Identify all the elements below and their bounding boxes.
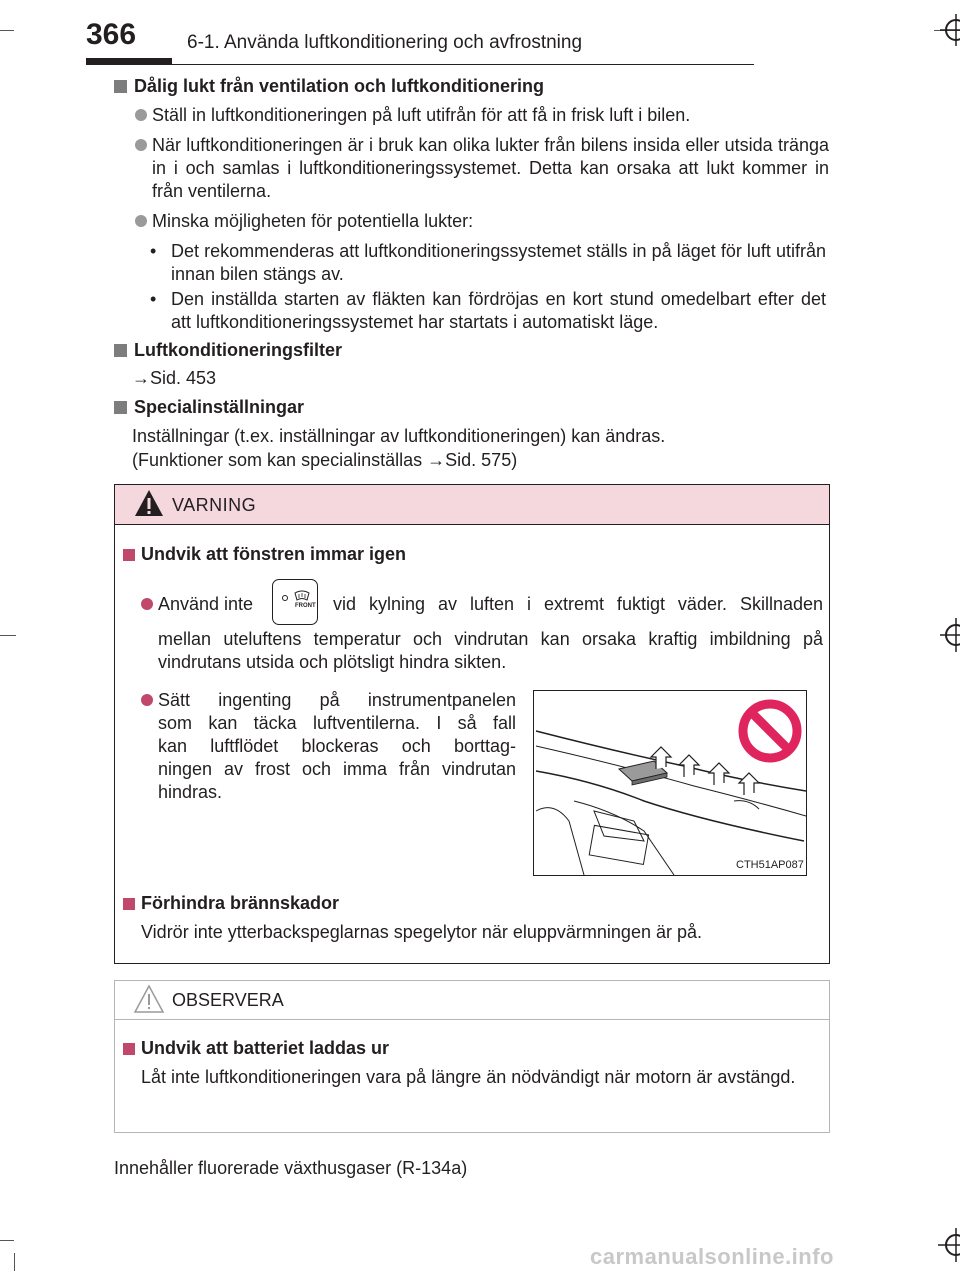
square-bullet-icon [123, 898, 135, 910]
list-item: När luftkonditioneringen är i bruk kan olika lukter från bilens insida eller utsida tränga in i och samlas i luftkonditioneringssystemet. Detta kan orsaka att lukt kommer in från ventilerna. [135, 134, 829, 204]
registration-mark-icon [940, 618, 960, 652]
caution-triangle-icon [133, 984, 165, 1014]
battery-heading: Undvik att batteriet laddas ur [123, 1038, 389, 1059]
prohibited-icon [738, 699, 802, 763]
round-bullet-icon [135, 109, 147, 121]
square-bullet-icon [123, 549, 135, 561]
crop-mark [0, 635, 16, 636]
crop-mark [14, 1253, 15, 1271]
square-bullet-icon [114, 401, 127, 414]
round-bullet-icon [135, 215, 147, 227]
list-item: • Den inställda starten av fläkten kan fördröjas en kort stund omedelbart efter det att luftkonditioneringssystemet har startats i automatiskt läge. [150, 289, 826, 332]
fog-heading: Undvik att fönstren immar igen [123, 544, 406, 565]
round-bullet-icon [135, 139, 147, 151]
page-number: 366 [86, 18, 137, 51]
filter-reference[interactable]: →Sid. 453 [132, 368, 217, 388]
crop-mark [0, 1240, 14, 1241]
arrow-right-icon: → [427, 450, 446, 470]
arrow-right-icon: → [132, 368, 150, 388]
vent-warning-text: Sätt ingenting på instrumentpanelen som kan täcka luftventilerna. I så fall kan luftflödet blockeras och borttag- ningen av frost och imma från vindrutan hindras. [158, 690, 516, 802]
crop-mark [0, 30, 14, 31]
registration-mark-icon [940, 14, 960, 46]
front-defroster-button[interactable] [272, 579, 318, 625]
round-bullet-icon [141, 694, 153, 706]
reference-link[interactable]: →Sid. 575) [427, 450, 518, 470]
illustration-code: CTH51AP087 [736, 859, 804, 871]
square-bullet-icon [114, 80, 127, 93]
list-item: • Det rekommenderas att luftkonditioneringssystemet ställs in på läget för luft utifrån innan bilen stängs av. [150, 241, 826, 284]
warning-triangle-icon [133, 488, 165, 518]
watermark: carmanualsonline.info [590, 1244, 834, 1269]
notice-title: OBSERVERA [172, 990, 284, 1010]
special-text-2: (Funktioner som kan specialinställas →Sid. 575) [132, 450, 518, 470]
section-title: 6-1. Använda luftkonditionering och avfrostning [187, 32, 583, 53]
battery-text: Låt inte luftkonditioneringen vara på längre än nödvändigt när motorn är avstängd. [141, 1067, 796, 1087]
dashboard-illustration [533, 690, 807, 876]
special-heading: Specialinställningar [114, 397, 304, 418]
defroster-icon [273, 580, 317, 624]
registration-mark-icon [938, 1228, 960, 1262]
odor-heading: Dålig lukt från ventilation och luftkonditionering [114, 76, 544, 97]
round-bullet-icon [141, 598, 153, 610]
warning-title: VARNING [172, 495, 257, 515]
header-rule [86, 64, 754, 65]
filter-heading: Luftkonditioneringsfilter [114, 340, 342, 361]
front-label: FRONT [295, 603, 316, 609]
square-bullet-icon [123, 1043, 135, 1055]
notice-rule [115, 1019, 829, 1020]
burn-heading: Förhindra brännskador [123, 893, 339, 914]
refrigerant-note: Innehåller fluorerade växthusgaser (R-134a) [114, 1158, 468, 1178]
special-text: Inställningar (t.ex. inställningar av luftkonditioneringen) kan ändras. [132, 426, 666, 446]
burn-text: Vidrör inte ytterbackspeglarnas spegelytor när eluppvärmningen är på. [141, 922, 702, 942]
square-bullet-icon [114, 344, 127, 357]
